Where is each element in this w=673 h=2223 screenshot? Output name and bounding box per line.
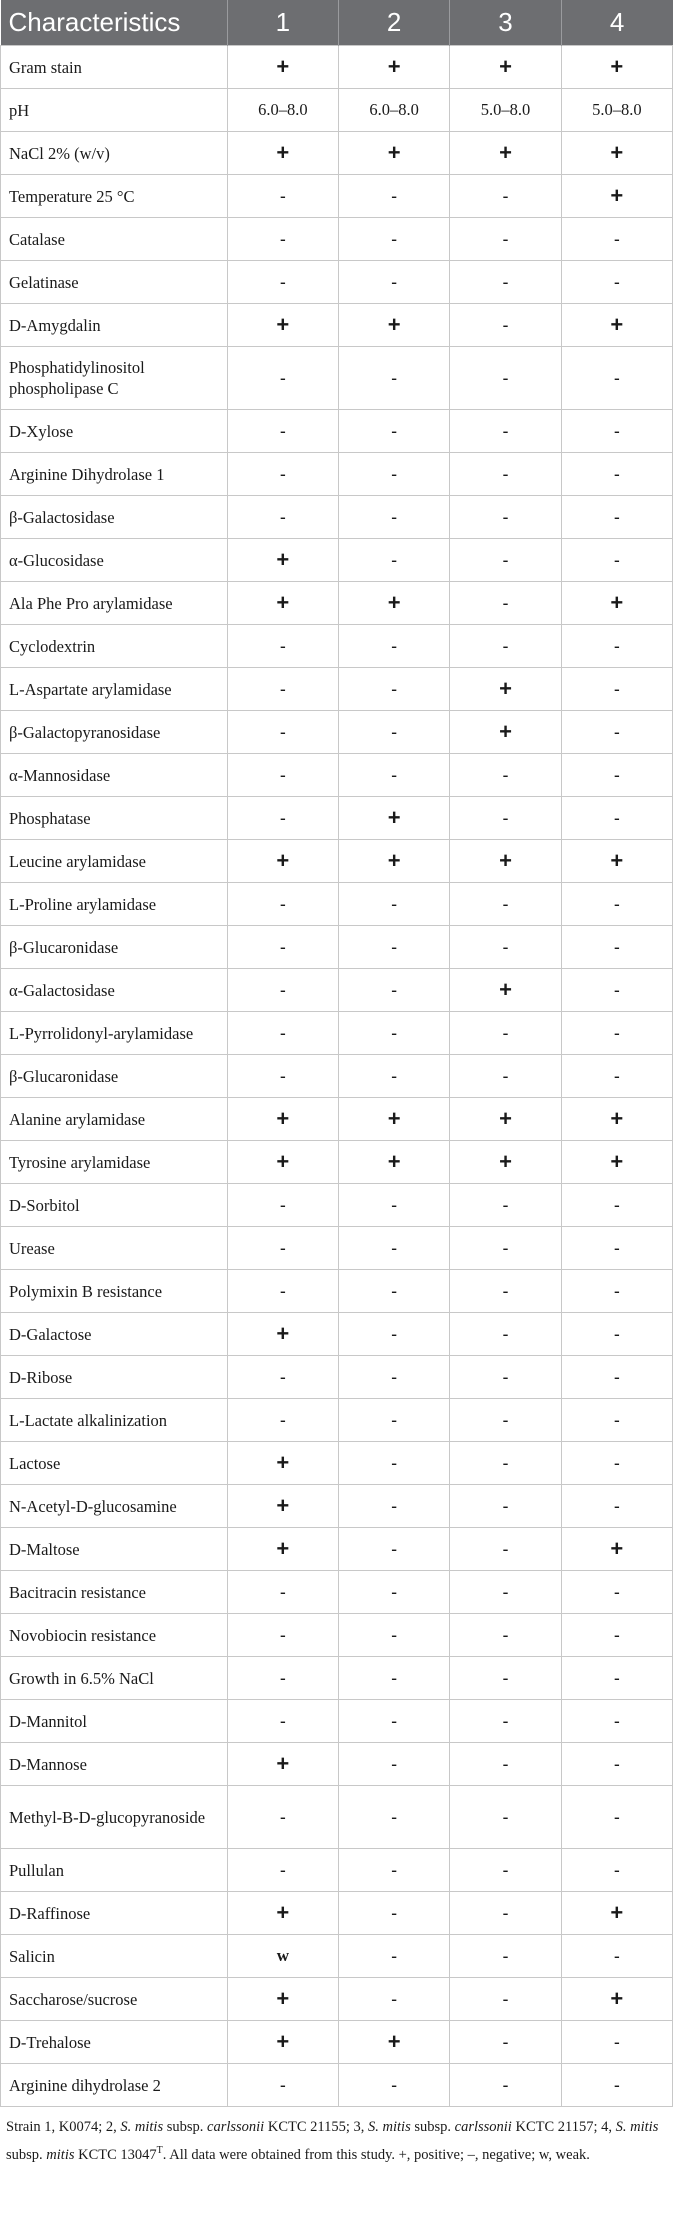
strain-2-value: -	[339, 1614, 450, 1657]
strain-4-value: -	[561, 711, 672, 754]
strain-2-value: -	[339, 218, 450, 261]
characteristic-name: Saccharose/sucrose	[1, 1978, 228, 2021]
table-row	[1, 218, 673, 261]
strain-3-value: -	[450, 2064, 561, 2107]
characteristic-name: NaCl 2% (w/v)	[1, 132, 228, 175]
strain-3-value: -	[450, 625, 561, 668]
strain-2-value: -	[339, 1892, 450, 1935]
characteristic-name: Phosphatase	[1, 797, 228, 840]
strain-1-value: +	[227, 2021, 338, 2064]
strain-3-value: -	[450, 1657, 561, 1700]
table-row	[1, 754, 673, 797]
characteristic-name: N-Acetyl-D-glucosamine	[1, 1485, 228, 1528]
characteristic-name: Methyl-B-D-glucopyranoside	[1, 1786, 228, 1849]
strain-2-value: +	[339, 304, 450, 347]
strain-2-value: -	[339, 711, 450, 754]
strain-3-value: -	[450, 1571, 561, 1614]
characteristic-name: Gram stain	[1, 46, 228, 89]
table-row	[1, 2021, 673, 2064]
strain-3-value: -	[450, 1849, 561, 1892]
strain-1-value: -	[227, 2064, 338, 2107]
table-row	[1, 668, 673, 711]
strain-1-value: -	[227, 1700, 338, 1743]
strain-1-value: -	[227, 1055, 338, 1098]
strain-2-value: -	[339, 1055, 450, 1098]
characteristic-name: β-Glucaronidase	[1, 926, 228, 969]
characteristic-name: Phosphatidylinositol phospholipase C	[1, 347, 228, 410]
characteristic-name: Ala Phe Pro arylamidase	[1, 582, 228, 625]
strain-2-value: -	[339, 754, 450, 797]
strain-2-value: -	[339, 668, 450, 711]
strain-4-value: -	[561, 347, 672, 410]
strain-3-value: -	[450, 797, 561, 840]
strain-2-value: -	[339, 1485, 450, 1528]
table-row	[1, 711, 673, 754]
strain-1-value: w	[227, 1935, 338, 1978]
strain-2-value: -	[339, 261, 450, 304]
characteristic-name: α-Galactosidase	[1, 969, 228, 1012]
characteristic-name: α-Glucosidase	[1, 539, 228, 582]
strain-1-value: -	[227, 711, 338, 754]
strain-1-value: -	[227, 883, 338, 926]
strain-3-value: -	[450, 261, 561, 304]
strain-1-value: -	[227, 1571, 338, 1614]
strain-4-value: +	[561, 582, 672, 625]
table-row	[1, 410, 673, 453]
strain-1-value: +	[227, 840, 338, 883]
strain-1-value: +	[227, 1743, 338, 1786]
characteristic-name: β-Galactopyranosidase	[1, 711, 228, 754]
table-row	[1, 1614, 673, 1657]
strain-3-value: -	[450, 582, 561, 625]
table-row	[1, 347, 673, 410]
strain-1-value: -	[227, 668, 338, 711]
strain-4-value: -	[561, 1700, 672, 1743]
table-row	[1, 89, 673, 132]
characteristic-name: D-Trehalose	[1, 2021, 228, 2064]
strain-2-value: +	[339, 797, 450, 840]
strain-3-value: +	[450, 1141, 561, 1184]
strain-4-value: +	[561, 1892, 672, 1935]
strain-4-value: -	[561, 1313, 672, 1356]
strain-3-value: -	[450, 883, 561, 926]
strain-2-value: +	[339, 2021, 450, 2064]
strain-4-value: -	[561, 1935, 672, 1978]
table-row	[1, 1098, 673, 1141]
strain-3-value: +	[450, 668, 561, 711]
strain-1-value: +	[227, 582, 338, 625]
strain-2-value: -	[339, 539, 450, 582]
table-row	[1, 132, 673, 175]
strain-3-value: -	[450, 1978, 561, 2021]
table-row	[1, 1055, 673, 1098]
table-footnote: Strain 1, K0074; 2, S. mitis subsp. carlssonii KCTC 21155; 3, S. mitis subsp. carlssonii KCTC 21157; 4, S. mitis subsp. mitis KCTC $13047^T$. All data were obtained from this study. +, positive; –, negative; w, weak.	[6, 2119, 659, 2163]
characteristic-name: Arginine dihydrolase 2	[1, 2064, 228, 2107]
strain-4-value: -	[561, 496, 672, 539]
characteristic-name: Lactose	[1, 1442, 228, 1485]
strain-2-value: -	[339, 175, 450, 218]
table-row	[1, 1892, 673, 1935]
strain-1-value: +	[227, 1528, 338, 1571]
characteristic-name: L-Lactate alkalinization	[1, 1399, 228, 1442]
strain-2-value: 6.0–8.0	[339, 89, 450, 132]
strain-2-value: -	[339, 1657, 450, 1700]
strain-2-value: -	[339, 625, 450, 668]
characteristic-name: Catalase	[1, 218, 228, 261]
strain-2-value: -	[339, 410, 450, 453]
strain-2-value: -	[339, 1935, 450, 1978]
strain-3-value: +	[450, 969, 561, 1012]
strain-3-value: -	[450, 539, 561, 582]
table-row	[1, 453, 673, 496]
strain-1-value: +	[227, 1098, 338, 1141]
table-row	[1, 1399, 673, 1442]
strain-1-value: -	[227, 1270, 338, 1313]
strain-2-value: -	[339, 1849, 450, 1892]
table-row	[1, 1270, 673, 1313]
strain-3-value: -	[450, 175, 561, 218]
strain-4-value: -	[561, 1227, 672, 1270]
characteristic-name: β-Glucaronidase	[1, 1055, 228, 1098]
strain-2-value: -	[339, 883, 450, 926]
strain-2-value: -	[339, 453, 450, 496]
characteristic-name: pH	[1, 89, 228, 132]
strain-1-value: -	[227, 496, 338, 539]
strain-4-value: -	[561, 2021, 672, 2064]
table-row	[1, 840, 673, 883]
characteristic-name: Alanine arylamidase	[1, 1098, 228, 1141]
strain-4-value: -	[561, 1743, 672, 1786]
strain-3-value: -	[450, 1270, 561, 1313]
strain-3-value: -	[450, 1356, 561, 1399]
strain-3-value: +	[450, 711, 561, 754]
strain-4-value: -	[561, 1657, 672, 1700]
table-row	[1, 582, 673, 625]
strain-1-value: +	[227, 539, 338, 582]
characteristic-name: Gelatinase	[1, 261, 228, 304]
strain-1-value: -	[227, 347, 338, 410]
table-row	[1, 175, 673, 218]
header-strain-3: 3	[450, 0, 561, 46]
strain-4-value: -	[561, 1356, 672, 1399]
strain-3-value: -	[450, 496, 561, 539]
strain-4-value: -	[561, 668, 672, 711]
strain-4-value: -	[561, 1849, 672, 1892]
strain-3-value: -	[450, 1442, 561, 1485]
table-row	[1, 2064, 673, 2107]
strain-3-value: -	[450, 1743, 561, 1786]
characteristic-name: D-Amygdalin	[1, 304, 228, 347]
strain-4-value: -	[561, 969, 672, 1012]
characteristic-name: D-Mannitol	[1, 1700, 228, 1743]
strain-1-value: +	[227, 132, 338, 175]
strain-1-value: -	[227, 1786, 338, 1849]
strain-3-value: -	[450, 1786, 561, 1849]
strain-2-value: +	[339, 46, 450, 89]
characteristic-name: D-Maltose	[1, 1528, 228, 1571]
strain-2-value: +	[339, 132, 450, 175]
strain-2-value: -	[339, 1442, 450, 1485]
strain-1-value: -	[227, 1227, 338, 1270]
strain-4-value: -	[561, 754, 672, 797]
strain-4-value: -	[561, 453, 672, 496]
strain-3-value: -	[450, 1184, 561, 1227]
strain-2-value: +	[339, 582, 450, 625]
characteristic-name: D-Galactose	[1, 1313, 228, 1356]
table-body	[1, 46, 673, 2107]
characteristic-name: β-Galactosidase	[1, 496, 228, 539]
table-row	[1, 1227, 673, 1270]
characteristic-name: Pullulan	[1, 1849, 228, 1892]
table-row	[1, 496, 673, 539]
strain-4-value: +	[561, 1141, 672, 1184]
strain-4-value: -	[561, 1012, 672, 1055]
table-row	[1, 625, 673, 668]
strain-3-value: -	[450, 347, 561, 410]
strain-1-value: -	[227, 754, 338, 797]
strain-1-value: -	[227, 261, 338, 304]
table-row	[1, 797, 673, 840]
header-strain-2: 2	[339, 0, 450, 46]
strain-4-value: -	[561, 1270, 672, 1313]
characteristic-name: α-Mannosidase	[1, 754, 228, 797]
table-row	[1, 1700, 673, 1743]
strain-2-value: -	[339, 969, 450, 1012]
strain-4-value: +	[561, 46, 672, 89]
strain-3-value: -	[450, 453, 561, 496]
table-row	[1, 1528, 673, 1571]
strain-3-value: -	[450, 304, 561, 347]
strain-3-value: -	[450, 1055, 561, 1098]
characteristic-name: L-Aspartate arylamidase	[1, 668, 228, 711]
table-row	[1, 1485, 673, 1528]
table-row	[1, 261, 673, 304]
table-row	[1, 1571, 673, 1614]
strain-1-value: -	[227, 926, 338, 969]
strain-4-value: +	[561, 1978, 672, 2021]
strain-4-value: -	[561, 261, 672, 304]
strain-2-value: -	[339, 1012, 450, 1055]
table-row	[1, 1012, 673, 1055]
strain-1-value: -	[227, 1614, 338, 1657]
table-row	[1, 1184, 673, 1227]
characteristic-name: D-Raffinose	[1, 1892, 228, 1935]
table-row	[1, 1978, 673, 2021]
strain-1-value: -	[227, 969, 338, 1012]
strain-4-value: 5.0–8.0	[561, 89, 672, 132]
strain-1-value: +	[227, 304, 338, 347]
strain-2-value: -	[339, 1270, 450, 1313]
strain-1-value: -	[227, 1657, 338, 1700]
table-row	[1, 304, 673, 347]
strain-3-value: -	[450, 1935, 561, 1978]
strain-2-value: -	[339, 1743, 450, 1786]
characteristic-name: D-Mannose	[1, 1743, 228, 1786]
strain-2-value: +	[339, 1098, 450, 1141]
strain-1-value: +	[227, 1442, 338, 1485]
table-row	[1, 926, 673, 969]
strain-2-value: +	[339, 840, 450, 883]
strain-1-value: -	[227, 1184, 338, 1227]
strain-4-value: -	[561, 539, 672, 582]
strain-4-value: -	[561, 883, 672, 926]
characteristic-name: Salicin	[1, 1935, 228, 1978]
strain-4-value: +	[561, 1528, 672, 1571]
strain-3-value: -	[450, 1485, 561, 1528]
strain-4-value: -	[561, 926, 672, 969]
strain-1-value: -	[227, 1849, 338, 1892]
strain-3-value: -	[450, 1892, 561, 1935]
strain-1-value: 6.0–8.0	[227, 89, 338, 132]
strain-2-value: -	[339, 1700, 450, 1743]
strain-1-value: -	[227, 625, 338, 668]
strain-4-value: -	[561, 797, 672, 840]
characteristic-name: Arginine Dihydrolase 1	[1, 453, 228, 496]
strain-2-value: -	[339, 1978, 450, 2021]
characteristic-name: Urease	[1, 1227, 228, 1270]
characteristic-name: D-Sorbitol	[1, 1184, 228, 1227]
strain-3-value: -	[450, 1012, 561, 1055]
strain-2-value: -	[339, 1356, 450, 1399]
strain-2-value: -	[339, 1528, 450, 1571]
strain-1-value: -	[227, 797, 338, 840]
strain-3-value: -	[450, 1313, 561, 1356]
strain-1-value: +	[227, 1313, 338, 1356]
strain-1-value: +	[227, 1892, 338, 1935]
strain-1-value: +	[227, 1978, 338, 2021]
strain-1-value: -	[227, 410, 338, 453]
table-row	[1, 1141, 673, 1184]
strain-4-value: -	[561, 1485, 672, 1528]
strain-3-value: +	[450, 1098, 561, 1141]
strain-4-value: +	[561, 1098, 672, 1141]
strain-4-value: -	[561, 1184, 672, 1227]
strain-2-value: -	[339, 1786, 450, 1849]
characteristic-name: L-Pyrrolidonyl-arylamidase	[1, 1012, 228, 1055]
strain-4-value: -	[561, 1399, 672, 1442]
strain-3-value: 5.0–8.0	[450, 89, 561, 132]
strain-4-value: -	[561, 625, 672, 668]
strain-4-value: -	[561, 1055, 672, 1098]
strain-4-value: -	[561, 1786, 672, 1849]
table-row	[1, 46, 673, 89]
strain-2-value: -	[339, 1571, 450, 1614]
strain-2-value: +	[339, 1141, 450, 1184]
table-row	[1, 1657, 673, 1700]
characteristic-name: D-Xylose	[1, 410, 228, 453]
strain-3-value: -	[450, 1227, 561, 1270]
strain-3-value: -	[450, 1614, 561, 1657]
table-row	[1, 1442, 673, 1485]
table-row	[1, 1356, 673, 1399]
characteristic-name: Cyclodextrin	[1, 625, 228, 668]
strain-1-value: -	[227, 1399, 338, 1442]
characteristic-name: Temperature 25 °C	[1, 175, 228, 218]
strain-2-value: -	[339, 1184, 450, 1227]
strain-1-value: -	[227, 175, 338, 218]
strain-4-value: -	[561, 410, 672, 453]
characteristic-name: Bacitracin resistance	[1, 1571, 228, 1614]
header-row	[1, 0, 673, 46]
strain-1-value: -	[227, 453, 338, 496]
strain-1-value: +	[227, 1141, 338, 1184]
strain-4-value: +	[561, 840, 672, 883]
strain-3-value: -	[450, 754, 561, 797]
strain-3-value: -	[450, 1528, 561, 1571]
characteristic-name: D-Ribose	[1, 1356, 228, 1399]
strain-1-value: +	[227, 46, 338, 89]
strain-4-value: -	[561, 1442, 672, 1485]
strain-3-value: -	[450, 2021, 561, 2064]
strain-1-value: -	[227, 218, 338, 261]
strain-3-value: -	[450, 410, 561, 453]
table-header	[1, 0, 673, 46]
strain-2-value: -	[339, 496, 450, 539]
characteristic-name: L-Proline arylamidase	[1, 883, 228, 926]
header-characteristics: Characteristics	[1, 0, 228, 46]
characteristic-name: Polymixin B resistance	[1, 1270, 228, 1313]
strain-2-value: -	[339, 347, 450, 410]
header-strain-1: 1	[227, 0, 338, 46]
strain-4-value: -	[561, 1614, 672, 1657]
strain-2-value: -	[339, 1227, 450, 1270]
strain-4-value: -	[561, 1571, 672, 1614]
table-row	[1, 1743, 673, 1786]
strain-3-value: +	[450, 132, 561, 175]
header-strain-4: 4	[561, 0, 672, 46]
strain-2-value: -	[339, 1313, 450, 1356]
characteristic-name: Tyrosine arylamidase	[1, 1141, 228, 1184]
characteristic-name: Growth in 6.5% NaCl	[1, 1657, 228, 1700]
strain-3-value: -	[450, 1700, 561, 1743]
strain-3-value: +	[450, 46, 561, 89]
characteristic-name: Novobiocin resistance	[1, 1614, 228, 1657]
table-row	[1, 1935, 673, 1978]
strain-3-value: -	[450, 926, 561, 969]
strain-4-value: +	[561, 175, 672, 218]
table-row	[1, 1786, 673, 1849]
table-row	[1, 969, 673, 1012]
strain-2-value: -	[339, 926, 450, 969]
strain-1-value: -	[227, 1012, 338, 1055]
strain-4-value: +	[561, 304, 672, 347]
strain-1-value: +	[227, 1485, 338, 1528]
strain-4-value: +	[561, 132, 672, 175]
table-row	[1, 539, 673, 582]
strain-2-value: -	[339, 1399, 450, 1442]
strain-3-value: -	[450, 1399, 561, 1442]
strain-3-value: -	[450, 218, 561, 261]
table-row	[1, 1849, 673, 1892]
strain-1-value: -	[227, 1356, 338, 1399]
table-row	[1, 1313, 673, 1356]
strain-4-value: -	[561, 2064, 672, 2107]
characteristic-name: Leucine arylamidase	[1, 840, 228, 883]
strain-2-value: -	[339, 2064, 450, 2107]
strain-3-value: +	[450, 840, 561, 883]
table-row	[1, 883, 673, 926]
strain-4-value: -	[561, 218, 672, 261]
